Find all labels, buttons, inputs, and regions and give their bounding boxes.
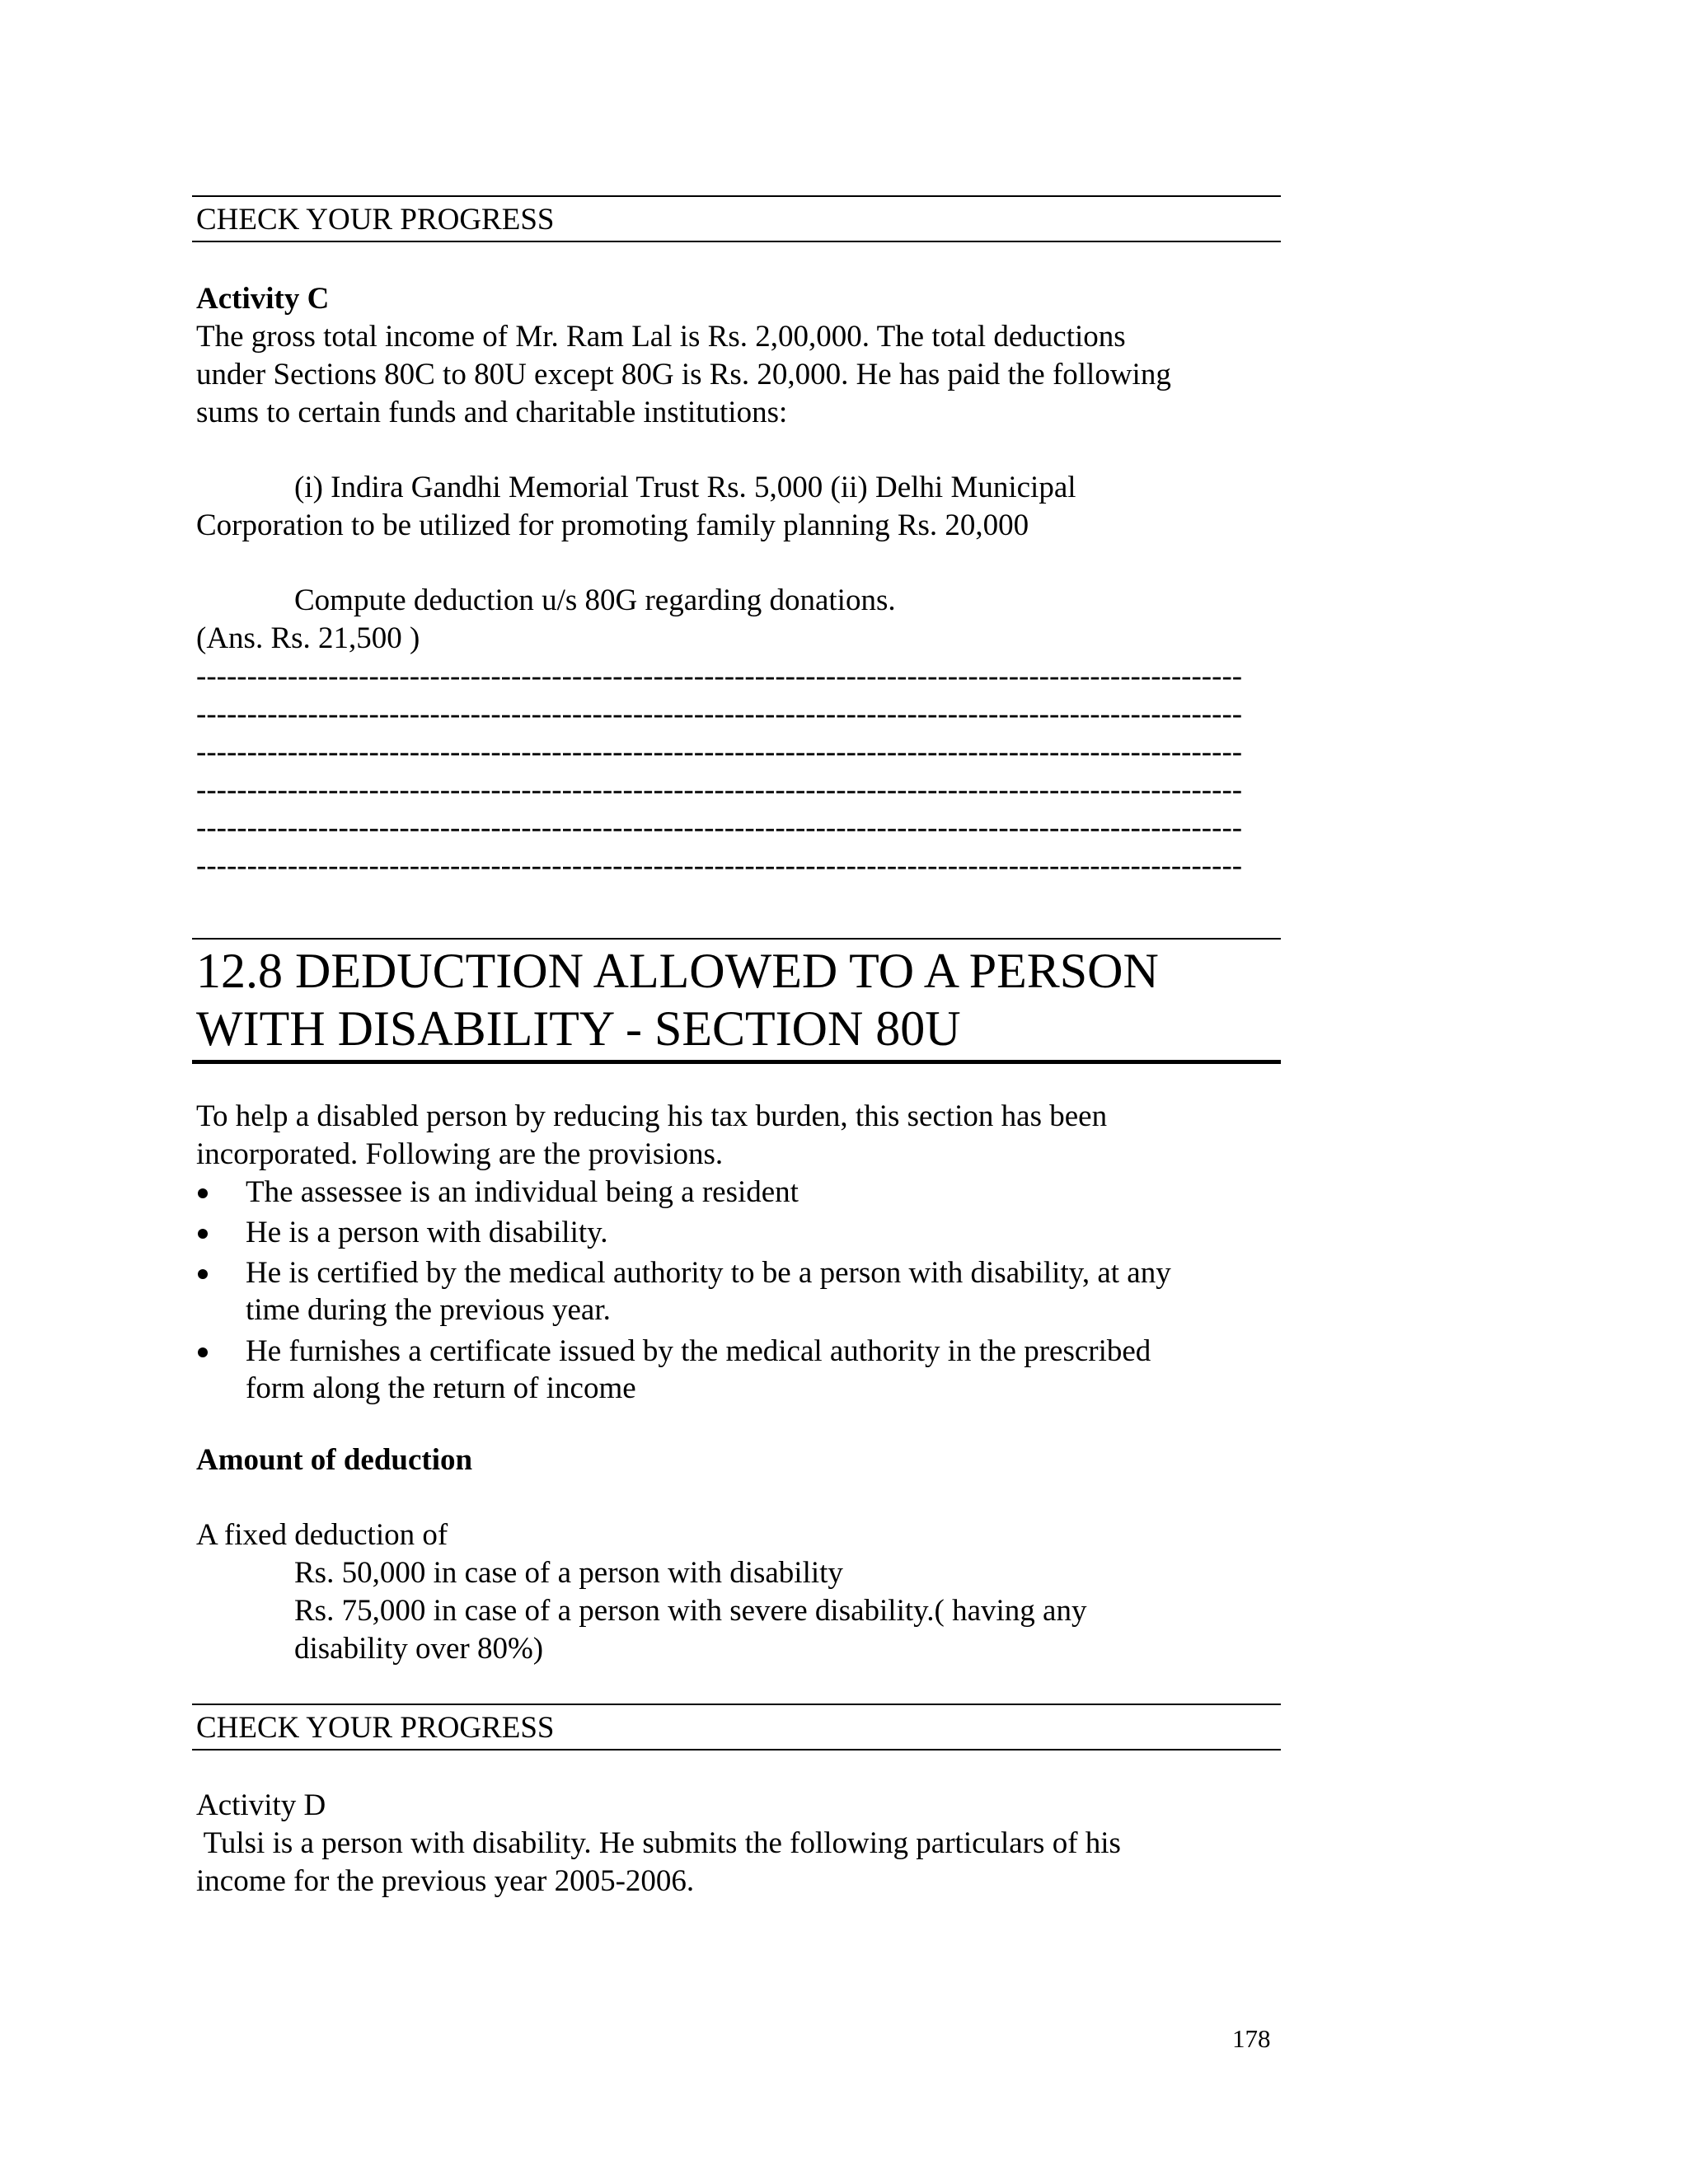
bullet-text: The assessee is an individual being a resident	[246, 1175, 799, 1209]
bullet-icon	[198, 1188, 208, 1198]
top-rule	[192, 1704, 1281, 1705]
bullet-icon	[198, 1347, 208, 1357]
bottom-rule	[192, 241, 1281, 242]
answer-dash-line: -------------------------------------------------------------------------------------------------------	[196, 849, 1243, 883]
activity-c-para-line: The gross total income of Mr. Ram Lal is Rs. 2,00,000. The total deductions	[196, 320, 1126, 354]
bullet-text: time during the previous year.	[246, 1293, 611, 1327]
fixed-deduction-line: A fixed deduction of	[196, 1518, 448, 1552]
bullet-text: form along the return of income	[246, 1371, 636, 1405]
answer-dash-line: -------------------------------------------------------------------------------------------------------	[196, 773, 1243, 807]
bullet-text: He is a person with disability.	[246, 1216, 608, 1249]
intro-line: incorporated. Following are the provisions.	[196, 1137, 724, 1171]
bottom-rule	[192, 1749, 1281, 1750]
activity-c-items-line: (i) Indira Gandhi Memorial Trust Rs. 5,000 (ii) Delhi Municipal	[294, 471, 1076, 504]
heading-bottom-rule	[192, 1060, 1281, 1064]
activity-c-answer: (Ans. Rs. 21,500 )	[196, 621, 420, 655]
amount-line: Rs. 75,000 in case of a person with severe disability.( having any	[294, 1594, 1087, 1628]
page-number: 178	[1232, 2024, 1271, 2053]
amount-line: Rs. 50,000 in case of a person with disability	[294, 1556, 843, 1590]
activity-c-para-line: under Sections 80C to 80U except 80G is Rs. 20,000. He has paid the following	[196, 358, 1171, 391]
check-your-progress-label: CHECK YOUR PROGRESS	[196, 203, 555, 237]
section-heading-line: WITH DISABILITY - SECTION 80U	[196, 1001, 961, 1056]
activity-d-para-line: income for the previous year 2005-2006.	[196, 1864, 695, 1898]
activity-d-title: Activity D	[196, 1788, 326, 1822]
section-heading-line: 12.8 DEDUCTION ALLOWED TO A PERSON	[196, 944, 1159, 998]
check-your-progress-label: CHECK YOUR PROGRESS	[196, 1711, 555, 1745]
activity-c-items-line: Corporation to be utilized for promoting family planning Rs. 20,000	[196, 509, 1029, 542]
activity-c-compute: Compute deduction u/s 80G regarding donations.	[294, 583, 896, 617]
answer-dash-line: -------------------------------------------------------------------------------------------------------	[196, 697, 1243, 731]
bullet-icon	[198, 1229, 208, 1239]
bullet-text: He is certified by the medical authority to be a person with disability, at any	[246, 1256, 1171, 1290]
heading-top-rule	[192, 938, 1281, 940]
intro-line: To help a disabled person by reducing his tax burden, this section has been	[196, 1099, 1108, 1133]
answer-dash-line: -------------------------------------------------------------------------------------------------------	[196, 811, 1243, 845]
amount-of-deduction-title: Amount of deduction	[196, 1443, 473, 1477]
answer-dash-line: -------------------------------------------------------------------------------------------------------	[196, 735, 1243, 769]
answer-dash-line: -------------------------------------------------------------------------------------------------------	[196, 659, 1243, 693]
activity-c-title: Activity C	[196, 282, 330, 316]
activity-d-para-line: Tulsi is a person with disability. He submits the following particulars of his	[196, 1826, 1121, 1860]
bullet-icon	[198, 1269, 208, 1279]
amount-line: disability over 80%)	[294, 1632, 544, 1666]
top-rule	[192, 195, 1281, 197]
bullet-text: He furnishes a certificate issued by the medical authority in the prescribed	[246, 1334, 1151, 1368]
activity-c-para-line: sums to certain funds and charitable institutions:	[196, 396, 788, 429]
